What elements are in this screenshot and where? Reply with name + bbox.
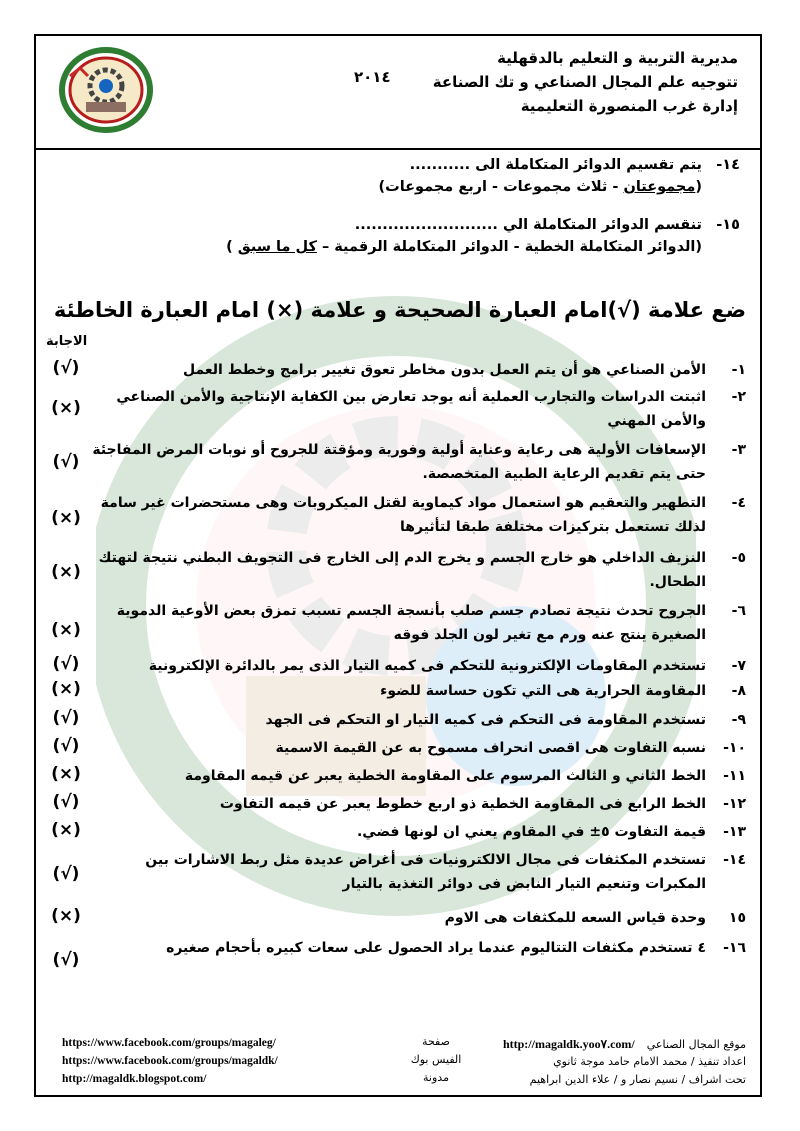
question-number: ١٥- (716, 217, 740, 233)
question-options (226, 236, 740, 258)
answer-mark: (√) (52, 708, 80, 728)
options-rest: - ثلاث مجموعات - اربع مجموعات) (378, 179, 624, 195)
statement-text: تستخدم المقاومات الإلكترونية للتحكم فى كميه التيار الذى يمر بالدائرة الإلكترونية (148, 658, 706, 674)
correct-option: كل ما سبق (237, 239, 317, 255)
answer-mark: (×) (51, 562, 81, 582)
statement-number: ٧- (731, 658, 746, 674)
statement-2 (88, 385, 746, 433)
statement-text: النزيف الداخلي هو خارج الجسم و يخرج الدم إلى الخارج فى التجويف البطني نتيجة لتهتك الطحال. (98, 550, 706, 590)
facebook-label: الفيس بوك (410, 1053, 462, 1066)
statement-number: ٥- (731, 550, 746, 566)
blog-link[interactable]: http://magaldk.blogspot.com/ (62, 1073, 207, 1085)
ministry-logo-icon (58, 46, 154, 134)
worksheet-content (36, 148, 760, 1028)
statement-7 (88, 654, 746, 678)
answer-mark: (√) (52, 736, 80, 756)
statement-text: التطهير والتعقيم هو استعمال مواد كيماوية لقتل الميكروبات وهى مستحضرات غير سامة لذلك تستعمل بتركيزات مختلفة طبقا لتأثيرها (100, 495, 706, 535)
administration-line: إدارة غرب المنصورة التعليمية (520, 97, 738, 115)
page-frame (34, 34, 762, 1097)
statement-number: ١٣- (723, 824, 746, 840)
answer-mark: (√) (52, 452, 80, 472)
directorate-line: مديرية التربية و التعليم بالدقهلية (497, 49, 738, 67)
statement-10 (88, 736, 746, 760)
options-start: (الدوائر المتكاملة الخطية - الدوائر المتكاملة الرقمية – (316, 239, 702, 255)
statement-16 (88, 936, 746, 960)
page-label: صفحة (422, 1035, 450, 1048)
answer-mark: (×) (51, 398, 81, 418)
statement-number: ١٦- (723, 940, 746, 956)
statement-number: ١٠- (723, 740, 746, 756)
prepared-by: اعداد تنفيذ / محمد الامام حامد موجة ثانوي (553, 1055, 746, 1068)
statement-1 (88, 358, 746, 382)
answer-mark: (√) (52, 358, 80, 378)
statement-number: ٦- (731, 603, 746, 619)
site-line (503, 1037, 746, 1052)
answer-mark: (√) (52, 792, 80, 812)
correct-option: مجموعتان (623, 179, 696, 195)
statement-5 (88, 546, 746, 594)
options-rest: ) (226, 239, 238, 255)
facebook-group-link[interactable]: https://www.facebook.com/groups/magaldk/ (62, 1055, 278, 1067)
statement-9 (88, 708, 746, 732)
answer-mark: (√) (52, 654, 80, 674)
question-number: ١٤- (716, 157, 740, 173)
statement-15 (88, 906, 746, 930)
statement-number: ١٤- (723, 852, 746, 868)
options-start: ( (695, 179, 702, 195)
statement-text: اثبتت الدراسات والتجارب العملية أنه يوجد تعارض بين الكفاية الإنتاجية والأمن الصناعي والأمن المهني (116, 389, 706, 429)
header-titles (433, 46, 738, 118)
statement-text: الخط الرابع فى المقاومة الخطية ذو اربع خطوط يعبر عن قيمه التفاوت (219, 796, 706, 812)
statement-12 (88, 792, 746, 816)
statement-number: ١- (731, 362, 746, 378)
statement-number: ١١- (723, 768, 746, 784)
blog-label: مدونة (423, 1071, 449, 1084)
statement-text: قيمة التفاوت ٥± في المقاوم يعني ان لونها فضي. (356, 824, 706, 840)
statement-text: نسبه التفاوت هى اقصى انحراف مسموح به عن القيمة الاسمية (275, 740, 706, 756)
answer-mark: (√) (52, 950, 80, 970)
question-14 (379, 154, 741, 198)
site-link[interactable]: http://magaldk.yoo٧.com/ (502, 1037, 635, 1051)
statement-8 (88, 679, 746, 703)
statement-number: ٤- (731, 495, 746, 511)
statement-number: ١٥ (728, 910, 746, 926)
question-text: يتم تقسيم الدوائر المتكاملة الى ........... (409, 157, 702, 173)
answer-column-label: الاجابة (46, 334, 88, 349)
facebook-group-link[interactable]: https://www.facebook.com/groups/magaleg/ (62, 1037, 276, 1049)
statement-text: تستخدم المقاومة فى التحكم فى كميه التيار او التحكم فى الجهد (265, 712, 706, 728)
supervised-by: تحت اشراف / نسيم نصار و / علاء الدين ابراهيم (529, 1073, 746, 1086)
department-line: تتوجيه علم المجال الصناعي و تك الصناعة (432, 73, 738, 91)
page-header (36, 36, 760, 150)
site-label: موقع المجال الصناعي (646, 1038, 746, 1051)
answer-mark: (×) (51, 906, 81, 926)
statement-6 (88, 599, 746, 647)
statement-text: الأمن الصناعي هو أن يتم العمل بدون مخاطر تعوق تغيير برامج وخطط العمل (183, 362, 706, 378)
answer-mark: (×) (51, 508, 81, 528)
page-footer (36, 1033, 760, 1095)
statement-text: الخط الثاني و الثالث المرسوم على المقاومة الخطية يعبر عن قيمه المقاومة (184, 768, 706, 784)
statement-text: وحدة قياس السعه للمكثفات هى الاوم (444, 910, 706, 926)
answer-mark: (×) (51, 764, 81, 784)
statement-number: ٢- (731, 389, 746, 405)
answer-mark: (×) (51, 620, 81, 640)
statement-text: المقاومة الحرارية هى التي تكون حساسة للضوء (380, 683, 706, 699)
question-text: تنقسم الدوائر المتكاملة الي .......................... (354, 217, 702, 233)
statement-number: ٨- (731, 683, 746, 699)
statement-text: ٤ تستخدم مكثفات التتاليوم عندما يراد الحصول على سعات كبيره بأحجام صغيره (166, 940, 706, 956)
statement-13 (88, 820, 746, 844)
statement-4 (88, 491, 746, 539)
section-title: ضع علامة (√)امام العبارة الصحيحة و علامة (×) امام العبارة الخاطئة (53, 298, 746, 322)
statement-11 (88, 764, 746, 788)
question-options (379, 176, 741, 198)
statement-number: ١٢- (723, 796, 746, 812)
statement-number: ٩- (731, 712, 746, 728)
answer-mark: (×) (51, 820, 81, 840)
statement-text: الجروح تحدث نتيجة تصادم جسم صلب بأنسجة الجسم تسبب تمزق بعض الأوعية الدموية الصغيرة ينتج عنه ورم مع تغير لون الجلد فوقه (116, 603, 706, 643)
statement-text: الإسعافات الأولية هى رعاية وعناية أولية وفورية ومؤقتة للجروح أو نوبات المرض المفاجئة حتى يتم تقديم الرعاية الطبية المتخصصة. (92, 442, 706, 482)
answer-mark: (×) (51, 679, 81, 699)
statement-3 (88, 438, 746, 486)
statement-text: تستخدم المكثفات فى مجال الالكترونيات فى أغراض عديدة مثل ربط الاشارات بين المكبرات وتنعيم التيار النابض فى دوائر التغذية بالتيار (145, 852, 706, 892)
statement-14 (88, 848, 746, 896)
question-15 (226, 214, 740, 258)
statement-number: ٣- (731, 442, 746, 458)
year-label: ٢٠١٤ (354, 68, 391, 86)
answer-mark: (√) (52, 864, 80, 884)
